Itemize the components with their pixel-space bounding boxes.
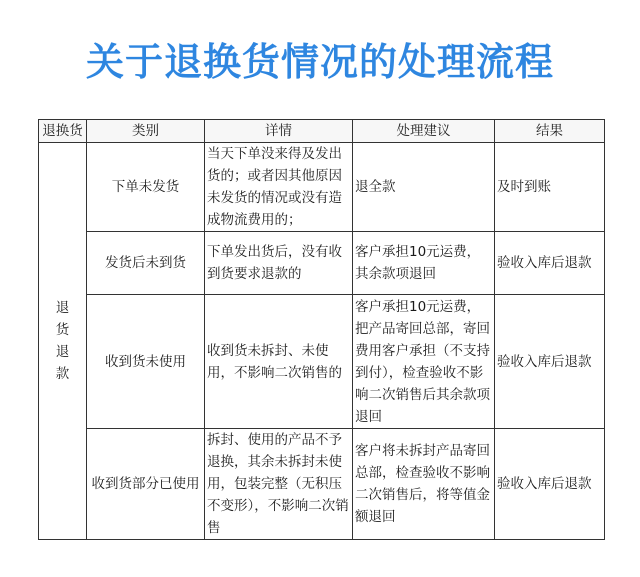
detail-cell: 下单发出货后，没有收到货要求退款的 [205,232,353,295]
return-type-char: 退 [55,300,70,316]
table-row [39,143,605,232]
return-type-char: 退 [55,344,70,360]
detail-cell: 拆封、使用的产品不予退换，其余未拆封未使用，包装完整（无积压不变形），不影响二次销售 [205,429,353,540]
return-type-char: 款 [55,366,70,382]
category-cell: 发货后未到货 [87,232,205,295]
advice-cell: 客户将未拆封产品寄回总部，检查验收不影响二次销售后，将等值金额退回 [353,429,495,540]
result-cell: 及时到账 [495,143,605,232]
table-header-row [39,120,605,143]
result-cell: 验收入库后退款 [495,232,605,295]
result-cell: 验收入库后退款 [495,429,605,540]
table-row [39,429,605,540]
header-result: 结果 [495,120,605,143]
table-row [39,232,605,295]
return-type-char: 货 [55,322,70,338]
advice-cell: 客户承担10元运费，把产品寄回总部，寄回费用客户承担（不支持到付），检查验收不影响二次销售后其余款项退回 [353,295,495,429]
category-cell: 收到货未使用 [87,295,205,429]
header-detail: 详情 [205,120,353,143]
detail-cell: 收到货未拆封、未使用，不影响二次销售的 [205,295,353,429]
return-type-cell [39,143,87,540]
header-return-type: 退换货 [39,120,87,143]
detail-cell: 当天下单没来得及发出货的；或者因其他原因未发货的情况或没有造成物流费用的； [205,143,353,232]
page-title: 关于退换货情况的处理流程 [85,40,554,84]
result-cell: 验收入库后退款 [495,295,605,429]
header-category: 类别 [87,120,205,143]
return-process-table [38,119,605,540]
category-cell: 收到货部分已使用 [87,429,205,540]
advice-cell: 退全款 [353,143,495,232]
advice-cell: 客户承担10元运费，其余款项退回 [353,232,495,295]
table-row [39,295,605,429]
category-cell: 下单未发货 [87,143,205,232]
header-advice: 处理建议 [353,120,495,143]
